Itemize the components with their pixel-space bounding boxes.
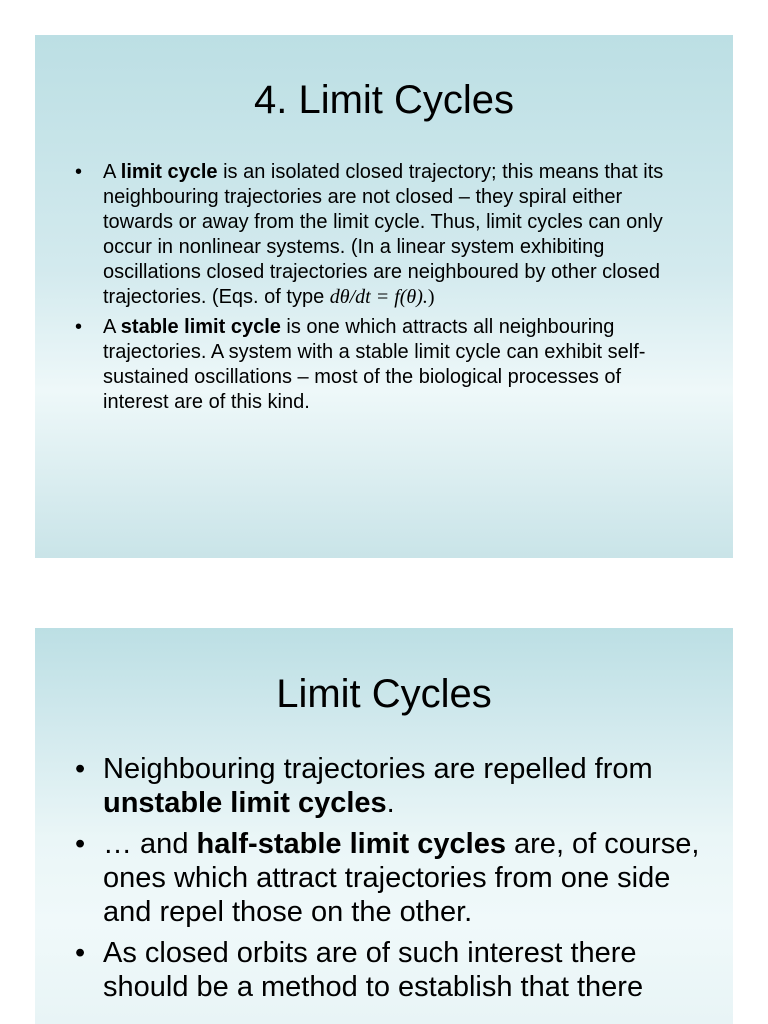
bullet-text: is one which attracts all neighbouring trajectories. A system with a stable limit cycle can exhibit self-sustained oscillations – most of the biological processes of interest are of this kind. [103, 316, 646, 413]
bullet-text-close: ) [427, 286, 435, 308]
bullet-text-pre: … and [103, 828, 197, 860]
bullet-stable-limit-cycle [75, 315, 690, 415]
bullet-text: is an isolated closed trajectory; this means that its neighbouring trajectories are not closed – they spiral either towards or away from the limit cycle. Thus, limit cycles can only occur in nonlinear systems. (In a linear system exhibiting oscillations closed trajectories are neighboured by other closed trajectories. (Eqs. of type [103, 161, 664, 308]
bullet-unstable-limit-cycles [75, 752, 715, 820]
bold-term: unstable limit cycles [103, 787, 387, 819]
bullet-limit-cycle-definition [75, 160, 690, 310]
bullet-text-pre: A [103, 161, 121, 183]
bullet-text: As closed orbits are of such interest there should be a method to establish that there [103, 937, 644, 1003]
slide-title: Limit Cycles [276, 672, 492, 716]
bullet-list [75, 160, 690, 420]
bullet-text-pre: Neighbouring trajectories are repelled from [103, 753, 653, 785]
bullet-text-post: are, of course, ones which attract trajectories from one side and repel those on the other. [103, 828, 700, 928]
slide-limit-cycles-types [35, 628, 733, 1024]
equation: dθ/dt = f(θ). [329, 286, 428, 308]
bullet-text-post: . [386, 787, 395, 819]
bullet-list [75, 752, 715, 1011]
bold-term: limit cycle [120, 161, 218, 183]
slide-title: 4. Limit Cycles [253, 78, 515, 122]
bullet-closed-orbits [75, 936, 715, 1004]
slide-limit-cycles-intro [35, 35, 733, 558]
bold-term: stable limit cycle [120, 316, 281, 338]
bullet-half-stable-limit-cycles [75, 827, 715, 929]
bold-term: half-stable limit cycles [196, 828, 506, 860]
bullet-text-pre: A [103, 316, 121, 338]
